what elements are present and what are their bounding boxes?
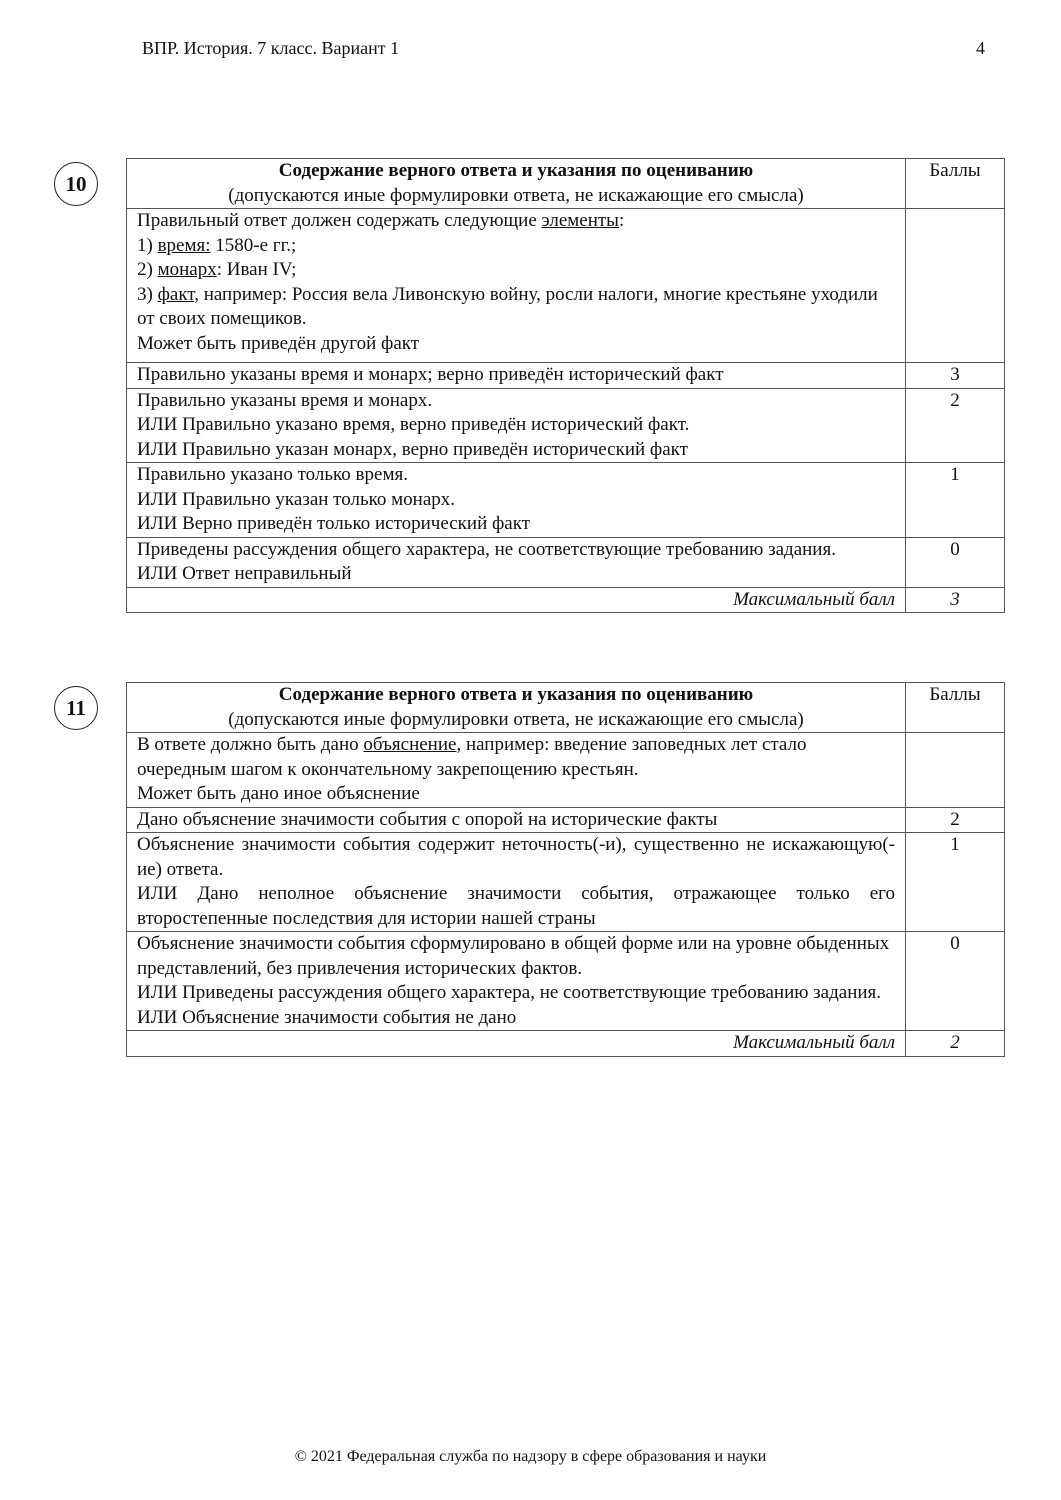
criteria-text: Правильно указаны время и монарх. ИЛИ Правильно указано время, верно приведён исторический факт. ИЛИ Правильно указан монарх, верно приведён исторический факт: [127, 388, 906, 463]
criteria-row: [127, 807, 1005, 833]
max-score-row: [127, 1031, 1005, 1057]
score-header: Баллы: [906, 159, 1005, 209]
answer-element: 2) монарх: Иван IV;: [137, 259, 297, 280]
criteria-text: Правильно указаны время и монарх; верно приведён исторический факт: [127, 363, 906, 389]
score-header: Баллы: [906, 683, 1005, 733]
score-value: 3: [906, 363, 1005, 389]
max-score-label: Максимальный балл: [127, 1031, 906, 1057]
criteria-text: Правильно указано только время. ИЛИ Правильно указан только монарх. ИЛИ Верно приведён только исторический факт: [127, 463, 906, 538]
page-number: 4: [976, 38, 985, 58]
task-number-badge: 10: [54, 162, 98, 206]
score-cell-empty: [906, 209, 1005, 363]
content-header-title: Содержание верного ответа и указания по оцениванию: [278, 160, 754, 181]
answer-content: [127, 733, 906, 808]
criteria-text: Объяснение значимости события сформулировано в общей форме или на уровне обыденных представлений, без привлечения исторических фактов. ИЛИ Приведены рассуждения общего характера, не соответствующие требованию задания. ИЛИ Объяснение значимости события не дано: [127, 932, 906, 1031]
content-header-subtitle: (допускаются иные формулировки ответа, не искажающие его смысла): [228, 708, 804, 730]
score-cell-empty: [906, 733, 1005, 808]
score-value: 2: [906, 807, 1005, 833]
score-value: 0: [906, 932, 1005, 1031]
task-number-badge: 11: [54, 686, 98, 730]
score-value: 2: [906, 388, 1005, 463]
answer-element: 3) факт, например: Россия вела Ливонскую войну, росли налоги, многие крестьяне уходили от своих помещиков.: [137, 283, 878, 329]
criteria-row: [127, 833, 1005, 932]
max-score-value: 3: [906, 587, 1005, 613]
score-value: 1: [906, 463, 1005, 538]
content-header: [127, 159, 906, 209]
max-score-label: Максимальный балл: [127, 587, 906, 613]
content-header-subtitle: (допускаются иные формулировки ответа, не искажающие его смысла): [228, 184, 804, 206]
content-header: [127, 683, 906, 733]
answer-content: [127, 209, 906, 363]
answer-note: Может быть приведён другой факт: [137, 332, 420, 354]
copyright-footer: © 2021 Федеральная служба по надзору в сфере образования и науки: [294, 1448, 767, 1465]
table-header-row: [127, 683, 1005, 733]
criteria-row: [127, 932, 1005, 1031]
document-header-title: ВПР. История. 7 класс. Вариант 1: [142, 38, 400, 58]
criteria-table-task-11: [126, 682, 1005, 1057]
criteria-text: Дано объяснение значимости события с опорой на исторические факты: [127, 807, 906, 833]
max-score-value: 2: [906, 1031, 1005, 1057]
criteria-row: [127, 463, 1005, 538]
criteria-text: Приведены рассуждения общего характера, не соответствующие требованию задания. ИЛИ Ответ неправильный: [127, 537, 906, 587]
criteria-text: Объяснение значимости события содержит неточность(-и), существенно не искажающую(-ие) ответа. ИЛИ Дано неполное объяснение значимости события, отражающее только его второстепенные последствия для истории нашей страны: [127, 833, 906, 932]
answer-intro: В ответе должно быть дано объяснение, например: введение заповедных лет стало очередным шагом к окончательному закрепощению крестьян.: [137, 734, 807, 780]
criteria-table-task-10: [126, 158, 1005, 613]
answer-note: Может быть дано иное объяснение: [137, 783, 420, 804]
answer-row: [127, 209, 1005, 363]
content-header-title: Содержание верного ответа и указания по оцениванию: [278, 684, 754, 705]
table-header-row: [127, 159, 1005, 209]
criteria-row: [127, 537, 1005, 587]
criteria-row: [127, 363, 1005, 389]
score-value: 1: [906, 833, 1005, 932]
max-score-row: [127, 587, 1005, 613]
answer-row: [127, 733, 1005, 808]
score-value: 0: [906, 537, 1005, 587]
answer-element: 1) время: 1580-е гг.;: [137, 234, 297, 256]
answer-intro: Правильный ответ должен содержать следующие элементы:: [137, 210, 625, 231]
criteria-row: [127, 388, 1005, 463]
